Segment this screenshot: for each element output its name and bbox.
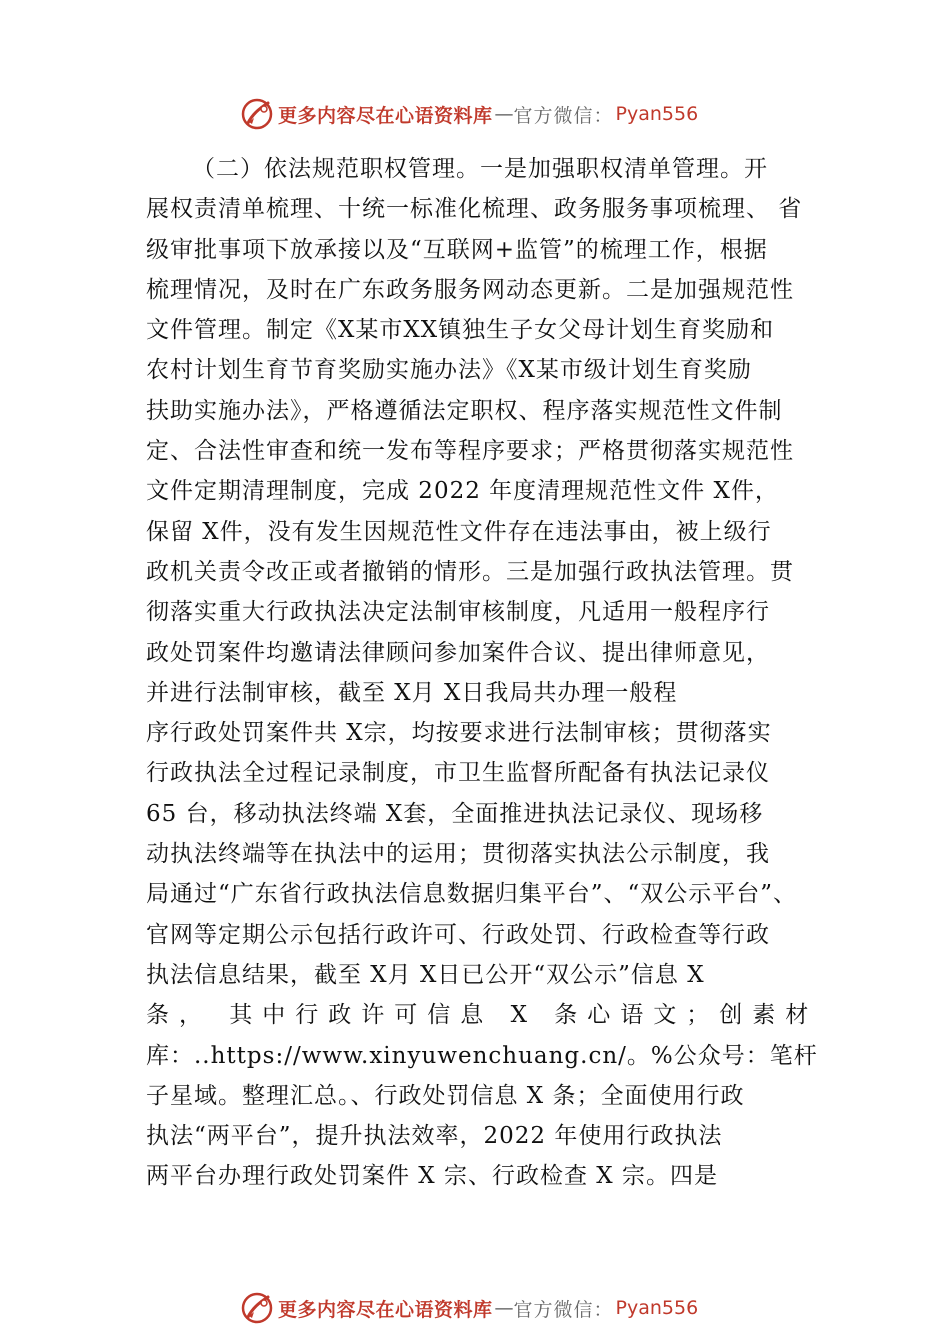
- text-line: 政机关责令改正或者撤销的情形。三是加强行政执法管理。贯: [146, 558, 794, 585]
- pen-logo-icon: [240, 1291, 274, 1325]
- text-line: 定、合法性审查和统一发布等程序要求；严格贯彻落实规范性: [146, 438, 794, 465]
- footer-banner: [240, 1290, 720, 1326]
- body-paragraph: [146, 149, 826, 1197]
- text-line: 子星域。整理汇总。、行政处罚信息 X 条；全面使用行政: [146, 1082, 745, 1109]
- text-line: 政处罚案件均邀请法律顾问参加案件合议、提出律师意见，: [146, 639, 770, 666]
- text-line: 官网等定期公示包括行政许可、行政处罚、行政检查等行政: [146, 921, 770, 948]
- text-line: 执法信息结果，截至 X月 X日已公开“双公示”信息 X: [146, 961, 705, 988]
- banner-wechat-id: Pyan556: [615, 103, 699, 125]
- text-line: 并进行法制审核，截至 X月 X日我局共办理一般程: [146, 679, 678, 706]
- text-line: 展权责清单梳理、十统一标准化梳理、政务服务事项梳理、 省: [146, 196, 803, 223]
- pen-logo-icon: [240, 97, 274, 131]
- text-line: 文件定期清理制度，完成 2022 年度清理规范性文件 X件，: [146, 478, 779, 505]
- text-line: 梳理情况，及时在广东政务服务网动态更新。二是加强规范性: [146, 276, 794, 303]
- text-line: 65 台，移动执法终端 X套，全面推进执法记录仪、现场移: [146, 800, 764, 827]
- text-line: 库：..https://www.xinyuwenchuang.cn/。%公众号：笔杆: [146, 1042, 818, 1069]
- text-line: 扶助实施办法》，严格遵循法定职权、程序落实规范性文件制: [146, 397, 783, 424]
- text-line: 行政执法全过程记录制度，市卫生监督所配备有执法记录仪: [146, 760, 770, 787]
- text-line: 执法“两平台”，提升执法效率，2022 年使用行政执法: [146, 1123, 723, 1150]
- banner-wechat-label: 官方微信：: [513, 104, 614, 127]
- footer-wechat-id: Pyan556: [615, 1297, 699, 1319]
- text-line: 局通过“广东省行政执法信息数据归集平台”、“双公示平台”、: [146, 881, 798, 908]
- text-line: 保留 X件，没有发生因规范性文件存在违法事由，被上级行: [146, 518, 772, 545]
- header-banner: [240, 96, 720, 132]
- text-line: 彻落实重大行政执法决定法制审核制度，凡适用一般程序行: [146, 599, 770, 626]
- footer-brand-text: 更多内容尽在心语资料库: [278, 1298, 493, 1321]
- banner-brand-text: 更多内容尽在心语资料库: [278, 104, 493, 127]
- text-line: （二）依法规范职权管理。一是加强职权清单管理。开: [192, 156, 768, 182]
- text-line: 两平台办理行政处罚案件 X 宗、行政检查 X 宗。四是: [146, 1163, 718, 1190]
- text-line: 农村计划生育节育奖励实施办法》《X某市级计划生育奖励: [146, 357, 752, 384]
- text-line: 条， 其中行政许可信息 X 条心语文；创素材: [146, 1002, 819, 1029]
- text-line: 序行政处罚案件共 X宗，均按要求进行法制审核；贯彻落实: [146, 720, 772, 747]
- footer-wechat-label: 官方微信：: [513, 1298, 614, 1321]
- text-line: 文件管理。制定《X某市XX镇独生子女父母计划生育奖励和: [146, 317, 775, 344]
- text-line: 级审批事项下放承接以及“互联网+监管”的梳理工作，根据: [146, 236, 768, 263]
- text-line: 动执法终端等在执法中的运用；贯彻落实执法公示制度，我: [146, 841, 770, 868]
- banner-dash: —: [494, 103, 512, 125]
- footer-dash: —: [494, 1297, 512, 1319]
